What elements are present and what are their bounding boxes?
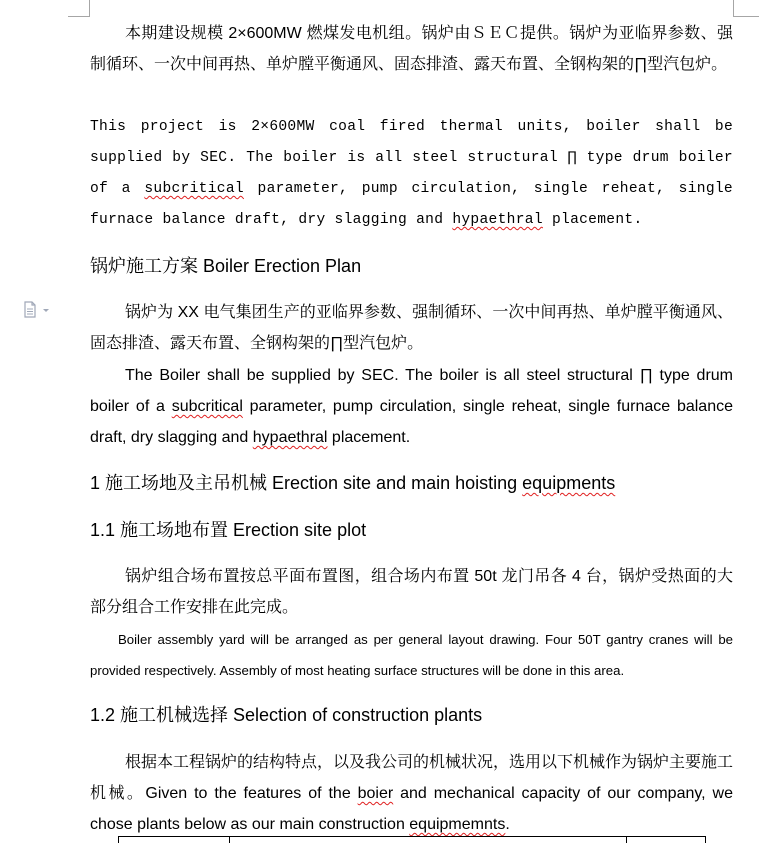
heading-construction-plants: 1.2 施工机械选择 Selection of construction plants xyxy=(90,705,483,725)
crop-mark-top-left-horizontal xyxy=(68,16,90,17)
paragraph-options-icon[interactable] xyxy=(23,301,51,319)
paragraph-assembly-yard-zh: 锅炉组合场布置按总平面布置图，组合场内布置 50t 龙门吊各 4 台，锅炉受热面的大部分组合工作安排在此完成。 xyxy=(90,568,733,616)
table-right-border xyxy=(705,836,706,843)
table-top-border xyxy=(118,836,706,837)
table-column-divider xyxy=(626,836,627,843)
paragraph-assembly-yard-en: Boiler assembly yard will be arranged as per general layout drawing. Four 50T gantry cranes will be provided respectively. Assembly of most heating surface structures will be done in this area. xyxy=(90,632,733,678)
paragraph-boiler-en: The Boiler shall be supplied by SEC. The boiler is all steel structural ∏ type drum boiler of a subcritical parameter, pump circulation, single reheat, single furnace balance draft, dry slagging and hypaethral placement. xyxy=(90,367,733,446)
crop-mark-top-right-horizontal xyxy=(733,16,759,17)
crop-mark-top-right-vertical xyxy=(733,0,734,16)
heading-erection-site-plot: 1.1 施工场地布置 Erection site plot xyxy=(90,520,367,540)
heading-erection-site-hoisting: 1 施工场地及主吊机械 Erection site and main hoisting equipments xyxy=(90,473,616,493)
paragraph-project-zh: 本期建设规模 2×600MW 燃煤发电机组。锅炉由ＳＥＣ提供。锅炉为亚临界参数、强制循环、一次中间再热、单炉膛平衡通风、固态排渣、露天布置、全钢构架的∏型汽包炉。 xyxy=(90,25,733,73)
paragraph-plant-selection: 根据本工程锅炉的结构特点，以及我公司的机械状况，选用以下机械作为锅炉主要施工机械。Given to the features of the boier and mechanical capacity of our company, we chose plants below as our main construction equipmemnts. xyxy=(90,754,734,833)
heading-boiler-erection-plan: 锅炉施工方案 Boiler Erection Plan xyxy=(90,256,362,276)
paragraph-project-en: This project is 2×600MW coal fired thermal units, boiler shall be supplied by SEC. The boiler is all steel structural ∏ type drum boiler of a subcritical parameter, pump circulation, single reheat, single furnace balance draft, dry slagging and hypaethral placement. xyxy=(90,119,733,228)
crop-mark-top-left-vertical xyxy=(89,0,90,16)
table-left-border xyxy=(118,836,119,843)
paragraph-boiler-zh: 锅炉为 XX 电气集团生产的亚临界参数、强制循环、一次中间再热、单炉膛平衡通风、固态排渣、露天布置、全钢构架的∏型汽包炉。 xyxy=(90,304,733,352)
table-column-divider xyxy=(229,836,230,843)
